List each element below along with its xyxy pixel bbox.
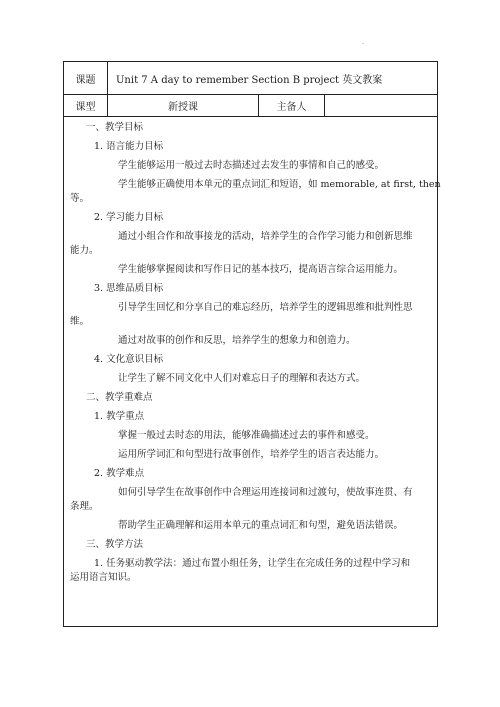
paragraph-line: 能力。	[70, 245, 99, 256]
plan-content	[64, 117, 441, 627]
paragraph-line: 等。	[70, 193, 90, 204]
section-heading: 一、教学目标	[86, 122, 144, 133]
section-heading: 三、教学方法	[86, 539, 144, 550]
course-title: Unit 7 A day to remember Section B project 英文教案	[108, 62, 438, 95]
type-row	[64, 95, 438, 117]
content-row	[64, 117, 438, 627]
paragraph-line: 通过小组合作和故事接龙的活动，培养学生的合作学习能力和创新思维	[118, 231, 413, 242]
paragraph-line: 如何引导学生在故事创作中合理运用连接词和过渡句，使故事连贯、有	[118, 487, 413, 498]
preparer-label: 主备人	[259, 95, 325, 117]
type-label: 课型	[64, 95, 108, 117]
paragraph-line: 引导学生回忆和分享自己的难忘经历，培养学生的逻辑思维和批判性思	[118, 302, 413, 313]
paragraph-line: 条理。	[70, 501, 99, 512]
paragraph-line: 帮助学生正确理解和运用本单元的重点词汇和句型，避免语法错误。	[118, 520, 404, 531]
course-row	[64, 62, 438, 95]
subsection-heading: 4. 文化意识目标	[94, 354, 164, 365]
paragraph-line: 维。	[70, 316, 90, 327]
type-value: 新授课	[108, 95, 259, 117]
subsection-heading: 3. 思维品质目标	[94, 283, 164, 294]
paragraph-line: 运用语言知识。	[70, 572, 137, 583]
course-label: 课题	[64, 62, 108, 95]
paragraph-line: 1. 任务驱动教学法：通过布置小组任务，让学生在完成任务的过程中学习和	[94, 558, 411, 569]
corner-mark: ·	[362, 40, 365, 48]
paragraph-line: 让学生了解不同文化中人们对难忘日子的理解和表达方式。	[118, 373, 366, 384]
section-heading: 二、教学重难点	[86, 392, 153, 403]
paragraph-line: 运用所学词汇和句型进行故事创作，培养学生的语言表达能力。	[118, 449, 385, 460]
paragraph-line: 学生能够正确使用本单元的重点词汇和短语，如 memorable, at first, then	[118, 179, 441, 190]
paragraph-line: 通过对故事的创作和反思，培养学生的想象力和创造力。	[118, 335, 356, 346]
subsection-heading: 1. 语言能力目标	[94, 141, 164, 152]
paragraph-line: 学生能够掌握阅读和写作日记的基本技巧，提高语言综合运用能力。	[118, 264, 404, 275]
lesson-plan-table	[63, 61, 441, 627]
subsection-heading: 2. 教学难点	[94, 468, 145, 479]
preparer-value	[325, 95, 438, 117]
paragraph-line: 掌握一般过去时态的用法，能够准确描述过去的事件和感受。	[118, 430, 375, 441]
paragraph-line: 学生能够运用一般过去时态描述过去发生的事情和自己的感受。	[118, 160, 385, 171]
subsection-heading: 1. 教学重点	[94, 411, 145, 422]
subsection-heading: 2. 学习能力目标	[94, 212, 164, 223]
